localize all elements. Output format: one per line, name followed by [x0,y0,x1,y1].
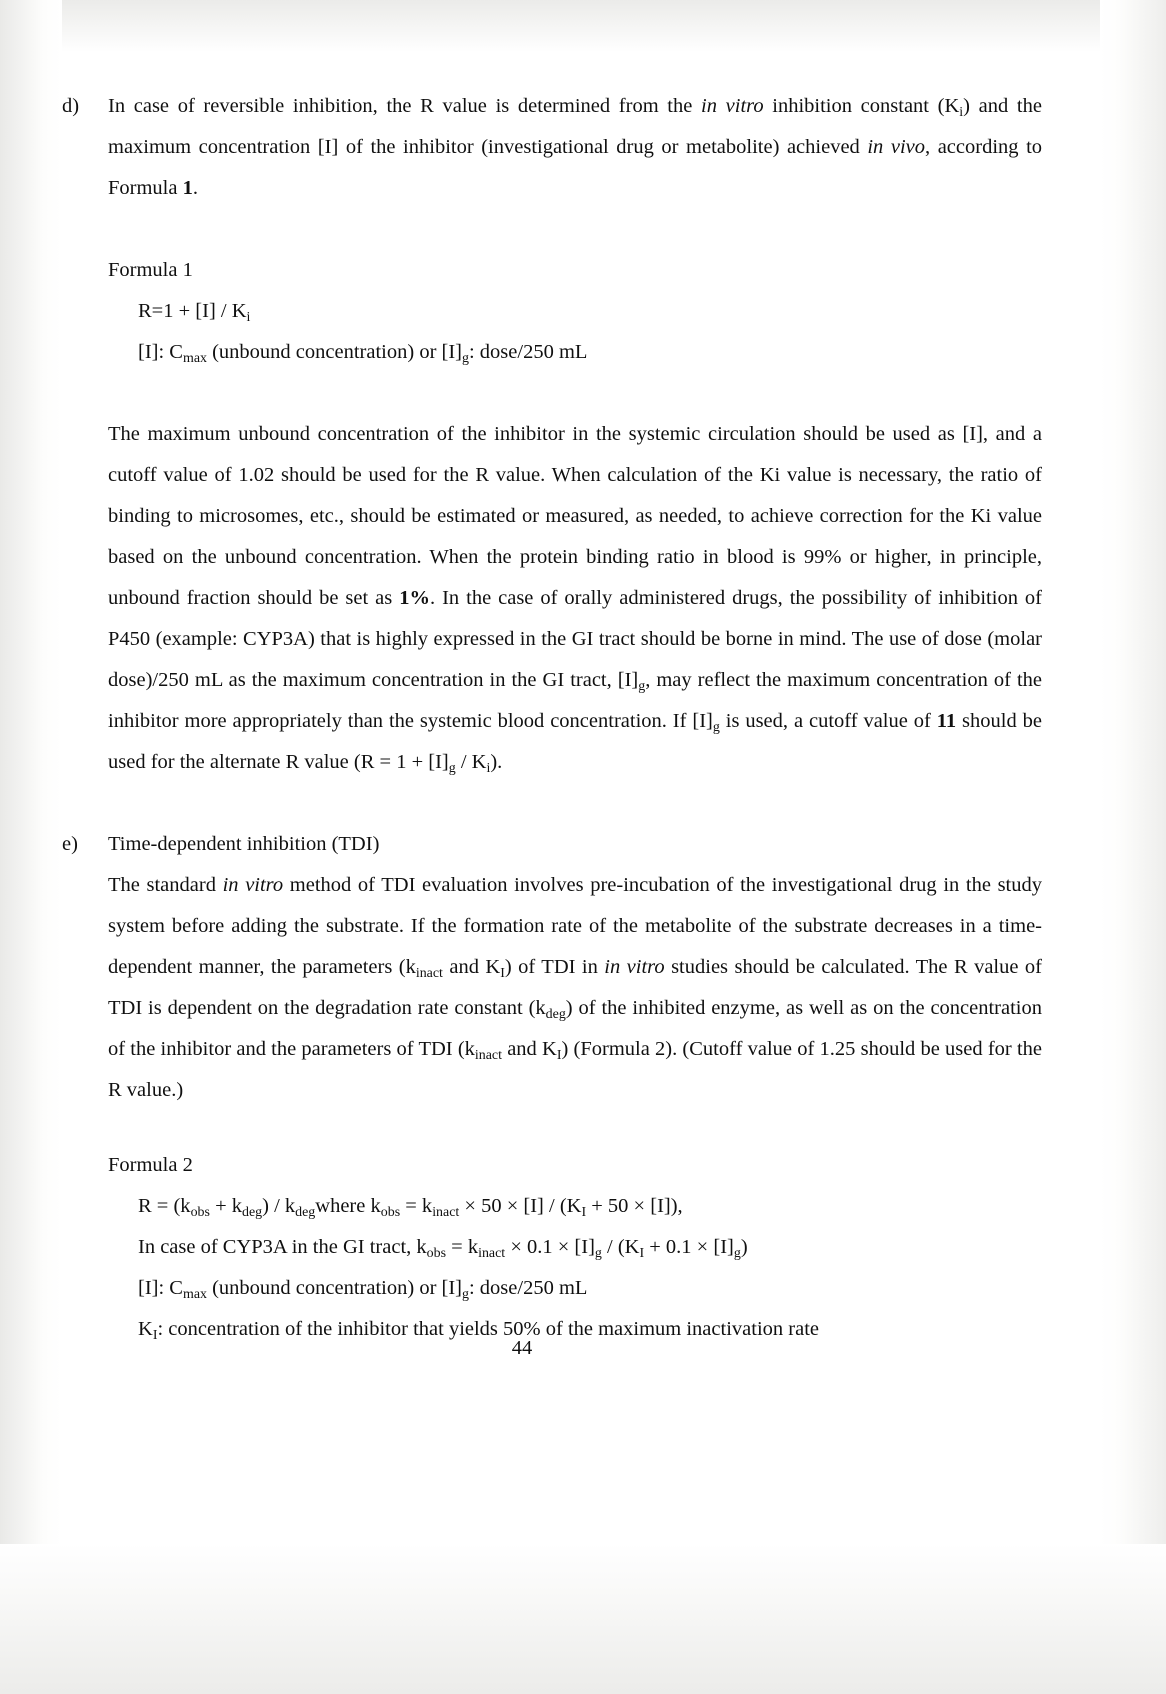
spacer [62,783,1042,824]
paragraph-e: The standard in vitro method of TDI evaluation involves pre-incubation of the investigational drug in the study system before adding the substrate. If the formation rate of the metabolite of the substrate decreases in a time-dependent manner, the parameters ($k_{inact}$ and $K_I$) of TDI in in vitro studies should be calculated. The R value of TDI is dependent on the degradation rate constant $(k_{deg})$ of the inhibited enzyme, as well as on the concentration of the inhibitor and the parameters of TDI ($k_{inact}$ and $K_I$) (Formula 2). (Cutoff value of 1.25 should be used for the R value.) [108,874,1043,1101]
list-body-e [108,824,1042,1111]
spacer [62,1111,1042,1145]
formula-2-line-3: [I]: $C_{max}$ (unbound concentration) or $[I]_g$: dose/250 mL [138,1277,588,1302]
page-number: 44 [511,1337,533,1359]
paragraph-d: In case of reversible inhibition, the R value is determined from the in vitro inhibition constant $(K_i)$ and the maximum concentration [I] of the inhibitor (investigational drug or metabolite) achieved in vivo, according to Formula 1. [108,95,1043,199]
scan-edge-right [1100,0,1166,1694]
list-item-d [62,86,1042,209]
heading-e: Time-dependent inhibition (TDI) [108,833,380,855]
formula-2-line-4: $K_I$: concentration of the inhibitor that yields 50% of the maximum inactivation rate [138,1318,819,1343]
formula-2-line-2: In case of CYP3A in the GI tract, $k_{obs} = k_{inact} \times 0.1 \times [I]_g / (K_I + 0.1 \times [I]_g)$ [138,1236,748,1261]
page-content [62,86,1042,1350]
list-marker-d: d) [62,95,80,117]
formula-1-line-1: $R=1 + [I] / K_i$ [138,300,251,325]
list-marker-e: e) [62,833,78,855]
scan-edge-bottom [0,1544,1166,1694]
scan-edge-left [0,0,62,1694]
formula-1-block [108,250,1042,373]
formula-2-title: Formula 2 [108,1154,193,1176]
scan-edge-top [0,0,1166,52]
list-body-d [108,86,1042,209]
formula-1-line-2: [I]: $C_{max}$ (unbound concentration) or $[I]_g$: dose/250 mL [138,341,588,366]
formula-2-block [108,1145,1042,1350]
spacer [62,373,1042,414]
formula-2-line-1: $R = (k_{obs} + k_{deg})$ / $k_{deg}where$ $k_{obs} = k_{inact} \times 50 \times [I] / (K_I + 50 \times [I])$, [138,1195,683,1220]
formula-1-title: Formula 1 [108,259,193,281]
list-item-e [62,824,1042,1111]
body-paragraph-block [108,414,1042,783]
body-paragraph: The maximum unbound concentration of the inhibitor in the systemic circulation should be used as [I], and a cutoff value of 1.02 should be used for the R value. When calculation of the Ki value is necessary, the ratio of binding to microsomes, etc., should be estimated or measured, as needed, to achieve correction for the Ki value based on the unbound concentration. When the protein binding ratio in blood is 99% or higher, in principle, unbound fraction should be set as 1%. In the case of orally administered drugs, the possibility of inhibition of P450 (example: CYP3A) that is highly expressed in the GI tract should be borne in mind. The use of dose (molar dose)/250 mL as the maximum concentration in the GI tract, $[I]_g$, may reflect the maximum concentration of the inhibitor more appropriately than the systemic blood concentration. If $[I]_g$ is used, a cutoff value of 11 should be used for the alternate R value $(R = 1 + [I]_g / K_i)$. [108,423,1042,776]
spacer [62,209,1042,250]
